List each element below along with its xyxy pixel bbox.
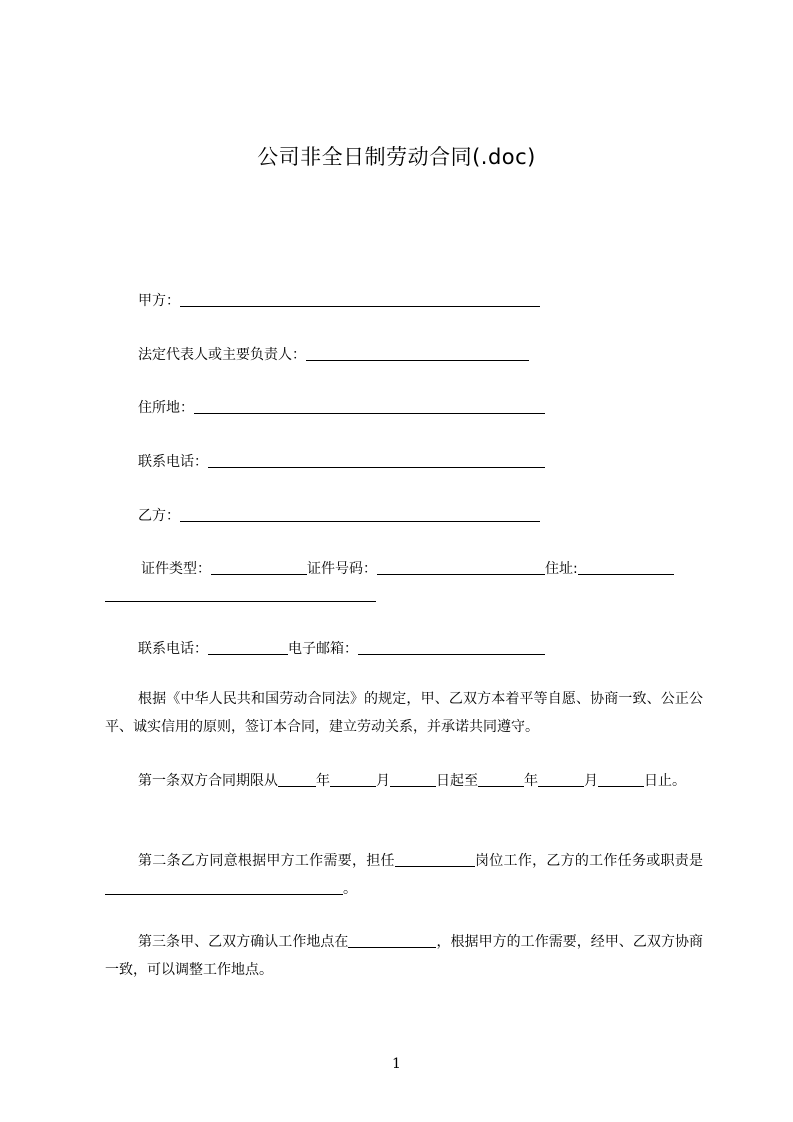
preamble-paragraph: 根据《中华人民共和国劳动合同法》的规定，甲、乙双方本着平等自愿、协商一致、公正公平、诚实信用的原则，签订本合同，建立劳动关系，并承诺共同遵守。 xyxy=(105,691,703,735)
party-b-line xyxy=(138,506,540,526)
legal-rep-line xyxy=(138,345,529,365)
article-2-text-a: 第二条乙方同意根据甲方工作需要，担任 xyxy=(138,853,395,869)
article-1-from: 日起至 xyxy=(436,773,478,789)
article-1-month-2: 月 xyxy=(584,773,598,789)
end-year-blank[interactable] xyxy=(478,773,524,787)
start-day-blank[interactable] xyxy=(390,773,436,787)
party-a-line xyxy=(138,291,540,311)
article-2 xyxy=(105,847,703,903)
email-blank[interactable] xyxy=(358,641,545,655)
article-1-year: 年 xyxy=(316,773,330,789)
phone-b-blank[interactable] xyxy=(208,641,288,655)
address-b-label: 住址: xyxy=(545,561,578,577)
address-a-line xyxy=(138,398,545,418)
address-b-continuation xyxy=(105,586,376,606)
id-line xyxy=(141,559,674,579)
end-month-blank[interactable] xyxy=(538,773,584,787)
id-number-blank[interactable] xyxy=(377,561,545,575)
article-1-year-2: 年 xyxy=(524,773,538,789)
start-year-blank[interactable] xyxy=(278,773,316,787)
party-a-label: 甲方： xyxy=(138,293,180,309)
phone-b-label: 联系电话： xyxy=(138,641,208,657)
phone-email-line xyxy=(138,639,545,659)
id-number-label: 证件号码： xyxy=(307,561,377,577)
duties-blank[interactable] xyxy=(105,881,343,895)
party-b-blank[interactable] xyxy=(180,508,540,522)
article-3 xyxy=(105,928,703,984)
party-b-label: 乙方： xyxy=(138,508,180,524)
address-b-blank[interactable] xyxy=(578,561,674,575)
page-number: 1 xyxy=(392,1056,401,1072)
work-location-blank[interactable] xyxy=(348,934,436,948)
document-title: 公司非全日制劳动合同(.doc) xyxy=(257,145,536,169)
end-day-blank[interactable] xyxy=(598,773,644,787)
article-3-text-b: ，根据甲方的工作需要，经甲、乙双方协商一致，可以调整工作地点。 xyxy=(105,934,704,978)
article-1-month: 月 xyxy=(376,773,390,789)
legal-rep-blank[interactable] xyxy=(306,347,529,361)
article-2-end: 。 xyxy=(343,881,357,897)
email-label: 电子邮箱： xyxy=(288,641,358,657)
article-1-text-a: 第一条双方合同期限从 xyxy=(138,773,278,789)
article-3-text-a: 第三条甲、乙双方确认工作地点在 xyxy=(138,934,349,950)
id-type-blank[interactable] xyxy=(211,561,307,575)
position-blank[interactable] xyxy=(395,853,475,867)
phone-a-line xyxy=(138,452,545,472)
phone-a-blank[interactable] xyxy=(208,454,545,468)
party-a-blank[interactable] xyxy=(180,293,540,307)
id-type-label: 证件类型： xyxy=(141,561,211,577)
article-2-text-b: 岗位工作，乙方的工作任务或职责是 xyxy=(474,853,704,869)
address-a-label: 住所地： xyxy=(138,400,194,416)
phone-a-label: 联系电话： xyxy=(138,454,208,470)
address-b-blank-continued[interactable] xyxy=(105,588,376,602)
address-a-blank[interactable] xyxy=(194,400,545,414)
article-1-end: 日止。 xyxy=(644,773,686,789)
legal-rep-label: 法定代表人或主要负责人： xyxy=(138,347,306,363)
start-month-blank[interactable] xyxy=(330,773,376,787)
article-1 xyxy=(105,767,703,795)
